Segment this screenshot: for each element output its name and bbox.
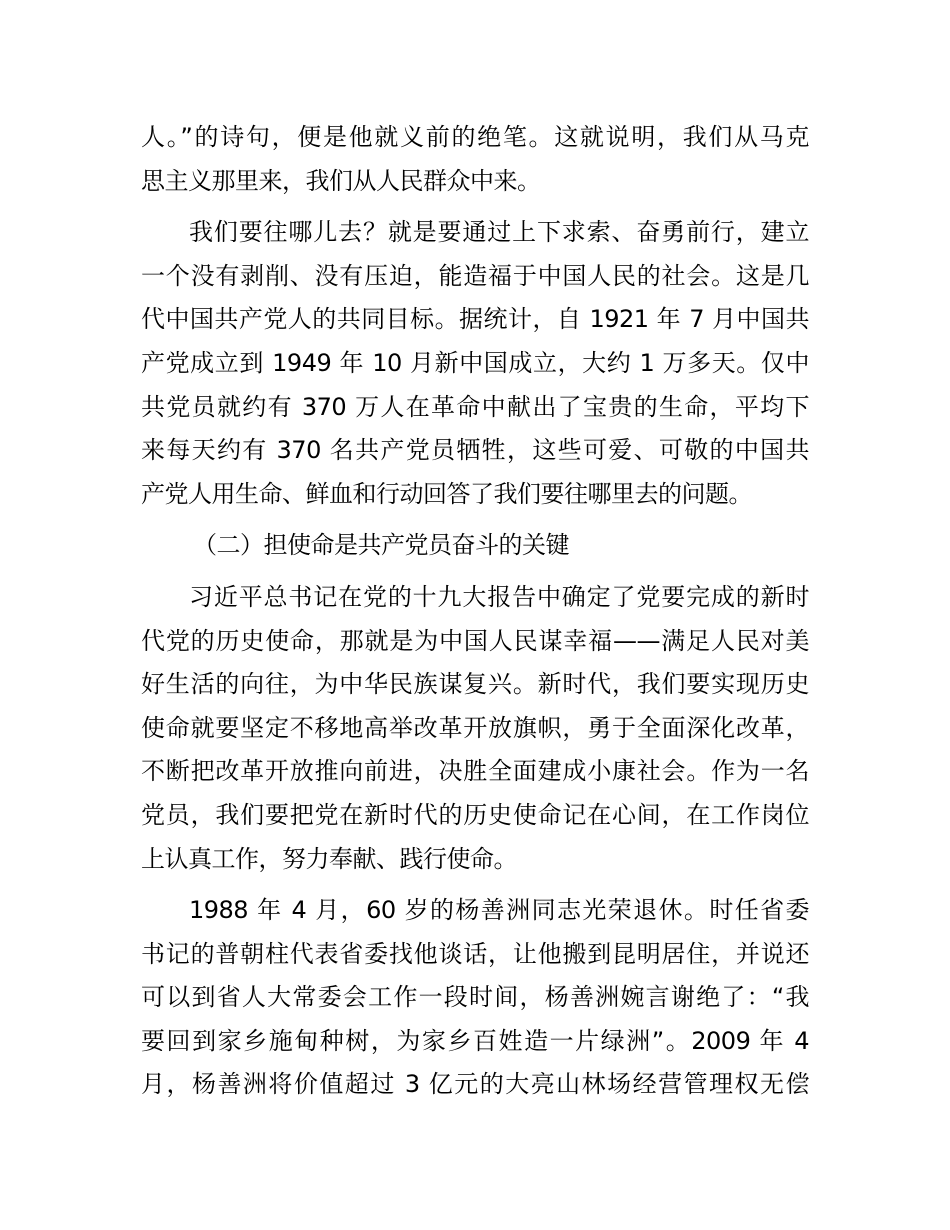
paragraph-line: 习近平总书记在党的十九大报告中确定了党要完成的新时: [189, 582, 809, 611]
paragraph-line: 月，杨善洲将价值超过 3 亿元的大亮山林场经营管理权无偿: [141, 1070, 809, 1099]
section-heading-text: （二）担使命是共产党员奋斗的关键: [193, 531, 569, 560]
paragraph-line: 要回到家乡施甸种树，为家乡百姓造一片绿洲”。2009 年 4: [141, 1026, 809, 1055]
paragraph-line: 党员，我们要把党在新时代的历史使命记在心间，在工作岗位: [141, 800, 809, 829]
paragraph-line: 上认真工作，努力奉献、践行使命。: [141, 844, 517, 873]
document-body: [141, 116, 809, 1107]
paragraph-line: 思主义那里来，我们从人民群众中来。: [141, 166, 541, 195]
paragraph-line: 一个没有剥削、没有压迫，能造福于中国人民的社会。这是几: [141, 261, 809, 290]
paragraph-line: 共党员就约有 370 万人在革命中献出了宝贵的生命，平均下: [141, 392, 809, 421]
paragraph-line: 1988 年 4 月，60 岁的杨善洲同志光荣退休。时任省委: [189, 896, 809, 925]
section-heading: [141, 524, 809, 568]
paragraph-2: [141, 211, 809, 516]
paragraph-1: [141, 116, 809, 203]
paragraph-line: 人。”的诗句，便是他就义前的绝笔。这就说明，我们从马克: [141, 123, 809, 151]
paragraph-line: 我们要往哪儿去？就是要通过上下求索、奋勇前行，建立: [189, 218, 809, 247]
paragraph-line: 代中国共产党人的共同目标。据统计，自 1921 年 7 月中国共: [141, 305, 809, 334]
paragraph-line: 使命就要坚定不移地高举改革开放旗帜，勇于全面深化改革，: [141, 713, 809, 742]
paragraph-line: 来每天约有 370 名共产党员牺牲，这些可爱、可敬的中国共: [141, 436, 809, 465]
paragraph-line: 产党成立到 1949 年 10 月新中国成立，大约 1 万多天。仅中: [141, 348, 809, 377]
paragraph-4: [141, 889, 809, 1107]
paragraph-3: [141, 576, 809, 881]
paragraph-line: 可以到省人大常委会工作一段时间，杨善洲婉言谢绝了：“我: [141, 983, 809, 1012]
paragraph-line: 代党的历史使命，那就是为中国人民谋幸福——满足人民对美: [141, 626, 809, 655]
paragraph-line: 不断把改革开放推向前进，决胜全面建成小康社会。作为一名: [141, 757, 809, 786]
paragraph-line: 书记的普朝柱代表省委找他谈话，让他搬到昆明居住，并说还: [141, 939, 809, 968]
paragraph-line: 好生活的向往，为中华民族谋复兴。新时代，我们要实现历史: [141, 670, 809, 699]
paragraph-line: 产党人用生命、鲜血和行动回答了我们要往哪里去的问题。: [141, 479, 752, 508]
